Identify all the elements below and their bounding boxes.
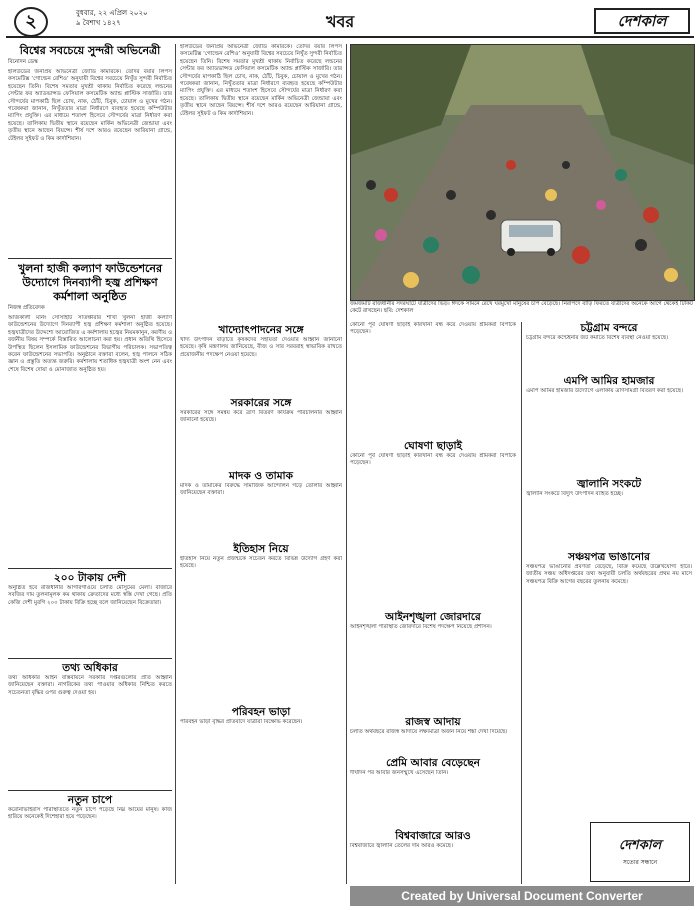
article-headline: জ্বালানি সংকটে [576,478,642,490]
article-headline: ইতিহাস নিয়ে [233,543,289,555]
ad-logo: দেশকাল [618,838,662,853]
article-body: কোনো পূর্ব ঘোষণা ছাড়াই কারখানা বন্ধ করে দেওয়ায় শ্রমিকরা বিপাকে পড়েছেন। [350,322,516,440]
article-headline: নতুন চাপে [67,794,113,806]
article-body: খাদ্য উৎপাদন বাড়াতে কৃষকদের সহায়তা দেওয়ার আহ্বান জানানো হয়েছে। কৃষি মন্ত্রণালয় জানিয়েছে, বীজ ও সার সরবরাহ স্বাভাবিক রাখতে প্রয়োজনীয় পদক্ষেপ নেওয়া হয়েছে। [180,337,342,397]
article-headline: খুলনা হাজী কল্যাণ ফাউন্ডেশনের উদ্যোগে দিনব্যাপী হজ্ব প্রশিক্ষণ কর্মশালা অনুষ্ঠিত [17,262,163,303]
article-body: সরকারের সঙ্গে সমন্বয় করে ত্রাণ বিতরণ কার্যক্রম পরিচালনার আহ্বান জানানো হয়েছে। [180,410,342,470]
column-rule [521,322,522,884]
article-byline: বিনোদন ডেস্ক [8,59,38,65]
article-headline: বিশ্বের সবচেয়ে সুন্দরী অভিনেত্রী [19,44,161,57]
article-headline: আইনশৃঙ্খলা জোরদারে [385,611,481,623]
ad-tagline: সত্যের সন্ধানে [622,859,658,866]
newspaper-ad [590,822,690,882]
divider [8,658,172,659]
article-headline: সঞ্চয়পত্র ভাঙানোর [568,551,650,563]
divider [8,568,172,569]
photo-caption: জমজমাট রাজধানীর সদরঘাটে যাত্রীদের ভিড়। ঈদকে সামনে রেখে ঘরমুখো মানুষের চাপ বেড়েছে। নিরাপদে বাড়ি ফিরতে যাত্রীদের অনেকে আগে থেকেই টিকিট কেটে রাখছেন। ছবি: দেশকাল [350,301,693,314]
article-body: করোনাভাইরাস পরিস্থিতিতে নতুন চাপে পড়েছে নিম্ন আয়ের মানুষ। কাজ হারিয়ে অনেকেই দিশেহারা হয়ে পড়েছেন। [8,807,172,897]
article-headline: ২০০ টাকায় দেশী [53,572,127,584]
column-3 [350,322,516,883]
article-body: চট্টগ্রাম বন্দরে কন্টেইনার জট কমাতে বিশেষ ব্যবস্থা নেওয়া হয়েছে। [526,335,692,375]
article-body: আজকালী মর্নিং সোসাইটি সাতক্ষীরার শাখা খুলনা হাজী কল্যাণ ফাউন্ডেশনের উদ্যোগে দিনব্যাপী হজ্ব প্রশিক্ষণ কর্মশালা অনুষ্ঠিত হয়েছে। হজ্বযাত্রীদের উদ্দেশ্যে আয়োজিত এ কর্মশালায় হজ্বের নিয়মকানুন, করণীয় ও বর্জনীয় বিষয় সম্পর্কে বিস্তারিত আলোচনা করা হয়। প্রধান অতিথি হিসেবে উপস্থিত ছিলেন ইসলামিক ফাউন্ডেশনের বিভাগীয় পরিচালক। সভাপতিত্ব করেন ফাউন্ডেশনের সভাপতি। অনুষ্ঠানে বক্তারা বলেন, হজ্ব পালনে সঠিক জ্ঞান ও প্রস্তুতি অত্যন্ত জরুরি। কর্মশালায় শতাধিক হজ্বযাত্রী অংশ নেন এবং শেষে বিশেষ দোয়া ও মোনাজাত অনুষ্ঠিত হয়। [8,315,172,565]
page-number: ২ [14,7,48,37]
article-headline: পরিবহন ভাড়া [231,706,291,718]
article-headline: সরকারের সঙ্গে [230,397,292,409]
article-body: আইনশৃঙ্খলা পরিস্থিতি জোরদারে বিশেষ পদক্ষেপ নিয়েছে প্রশাসন। [350,624,516,716]
column-1 [8,44,172,897]
column-2 [180,44,342,779]
divider [8,790,172,791]
article-body: বিশ্ববাজারে জ্বালানি তেলের দাম আরও কমেছে। [350,843,516,883]
article-body: এমপি আমির হামজার উদ্যোগে এলাকায় ত্রাণসামগ্রী বিতরণ করা হয়েছে। [526,388,692,478]
article-body: চলতি অর্থবছরে রাজস্ব আদায়ে লক্ষ্যমাত্রা অর্জন নিয়ে শঙ্কা দেখা দিয়েছে। [350,729,516,757]
date-bangla: ৯ বৈশাখ ১৪২৭ [76,19,121,27]
crowd-photo [350,44,695,301]
article-headline: ঘোষণা ছাড়াই [403,440,463,452]
column-rule [346,44,347,884]
article-body: পরিবহন ভাড়া বৃদ্ধির প্রতিবাদে যাত্রীরা বিক্ষোভ করেছেন। [180,719,342,779]
article-headline: প্রেমি আবার বেড়েছেন [386,757,480,769]
date-gregorian: বুধবার, ২২ এপ্রিল ২০২০ [76,9,148,17]
article-body: কোনো পূর্ব ঘোষণা ছাড়াই কারখানা বন্ধ করে দেওয়ায় শ্রমিকরা বিপাকে পড়েছেন। [350,453,516,611]
crowd-photo-image [351,45,694,300]
article-headline: তথ্য অধিকার [62,662,118,674]
converter-watermark: Created by Universal Document Converter [350,886,694,906]
article-body: হলিউডের জনপ্রিয় অভিনেত্রী জোডি কামারকে। তেদির বয়ার লিপস কসমেটিক্স ‘গোল্ডেন রেশিও’ অনুযায়ী বিশ্বের সবচেয়ে নিখুঁত সুন্দরী নির্বাচিত হয়েছেন তিনি। বিশেষ সমতার মুখশ্রী থাকায় নির্বাচিত করেছে লন্ডনের সেন্টার ফর অ্যাডভান্সড ফেসিয়াল কসমেটিক অ্যান্ড প্লাস্টিক সার্জারি। তার সৌন্দর্যের মাপকাঠি ছিল চোখ, নাক, ঠোঁট, চিবুক, চোয়াল ও মুখের গঠন। গবেষকরা জানান, নিখুঁততার মাত্রা নির্ধারণে ব্যবহৃত হয়েছে কম্পিউটার ম্যাপিং প্রযুক্তি। এর মাধ্যমে শতাংশ হিসেবে সৌন্দর্যের মাত্রা নির্ধারণ করা হয়েছে। তালিকায় দ্বিতীয় স্থানে রয়েছেন মার্কিন অভিনেত্রী জেন্ডায়া এবং তৃতীয় স্থানে আছেন বিয়ন্সে। শীর্ষ দশে আরও রয়েছেন আরিয়ানা গ্রান্ডে, টেইলর সুইফট ও কিম কার্দাশিয়ান। [8,69,172,255]
column-rule [175,44,176,884]
newspaper-logo: দেশকাল [594,8,690,34]
article-headline: খাদ্যোৎপাদনের সঙ্গে [218,324,304,336]
article-headline: এমপি আমির হামজার [563,375,655,387]
article-body: জ্বালানি সংকটে বিদ্যুৎ উৎপাদন ব্যাহত হচ্ছে। [526,491,692,551]
divider [8,258,172,259]
column-4 [526,322,692,734]
article-byline: নিজস্ব প্রতিবেদক [8,305,45,311]
article-body: মাদক ও তামাকের বিরুদ্ধে সামাজিক আন্দোলন গড়ে তোলার আহ্বান জানিয়েছেন বক্তারা। [180,483,342,543]
article-body: তথ্য অধিকার আইন বাস্তবায়নে সরকারি দপ্তরগুলোর প্রতি আহ্বান জানিয়েছেন বক্তারা। নাগরিকের তথ্য পাওয়ার অধিকার নিশ্চিত করতে সচেতনতা বৃদ্ধির ওপর গুরুত্ব দেওয়া হয়। [8,675,172,787]
section-title: খবর [326,12,355,31]
article-body: সঞ্চয়পত্র ভাঙানোর প্রবণতা বেড়েছে, বিক্রি কমেছে উল্লেখযোগ্য হারে। জাতীয় সঞ্চয় অধিদপ্তরের তথ্য অনুযায়ী চলতি অর্থবছরের প্রথম নয় মাসে সঞ্চয়পত্র বিক্রি আগের বছরের তুলনায় কমেছে। [526,564,692,734]
article-body: ইতিহাস নিয়ে নতুন প্রজন্মকে সচেতন করতে বিভিন্ন উদ্যোগ গ্রহণ করা হয়েছে। [180,556,342,706]
article-body: অনুষ্ঠিত হবে রাজধানীর আগারগাঁওয়ে চলতি মৌসুমের মেলা। বাজারে সবজির দাম তুলনামূলক কম থাকায় ক্রেতাদের মধ্যে স্বস্তি দেখা গেছে। প্রতি কেজি দেশী মুরগি ২০০ টাকায় বিক্রি হচ্ছে বলে জানিয়েছেন বিক্রেতারা। [8,585,172,655]
article-body: দীর্ঘদিন পর আবার জনসম্মুখে এসেছেন তিনি। [350,770,516,830]
article-headline: মাদক ও তামাক [229,470,293,482]
article-body: হলিউডের জনপ্রিয় অভিনেত্রী জোডি কামারকে। তেদির বয়ার লিপস কসমেটিক্স ‘গোল্ডেন রেশিও’ অনুযায়ী বিশ্বের সবচেয়ে নিখুঁত সুন্দরী নির্বাচিত হয়েছেন তিনি। বিশেষ সমতার মুখশ্রী থাকায় নির্বাচিত করেছে লন্ডনের সেন্টার ফর অ্যাডভান্সড ফেসিয়াল কসমেটিক অ্যান্ড প্লাস্টিক সার্জারি। তার সৌন্দর্যের মাপকাঠি ছিল চোখ, নাক, ঠোঁট, চিবুক, চোয়াল ও মুখের গঠন। গবেষকরা জানান, নিখুঁততার মাত্রা নির্ধারণে ব্যবহৃত হয়েছে কম্পিউটার ম্যাপিং প্রযুক্তি। এর মাধ্যমে শতাংশ হিসেবে সৌন্দর্যের মাত্রা নির্ধারণ করা হয়েছে। তালিকায় দ্বিতীয় স্থানে রয়েছেন মার্কিন অভিনেত্রী জেন্ডায়া এবং তৃতীয় স্থানে আছেন বিয়ন্সে। শীর্ষ দশে আরও রয়েছেন আরিয়ানা গ্রান্ডে, টেইলর সুইফট ও কিম কার্দাশিয়ান। [180,44,342,324]
article-headline: চট্টগ্রাম বন্দরে [580,322,638,334]
article-headline: বিশ্ববাজারে আরও [395,830,471,842]
page-header [6,6,694,38]
date-block [76,8,148,28]
article-headline: রাজস্ব আদায় [405,716,461,728]
